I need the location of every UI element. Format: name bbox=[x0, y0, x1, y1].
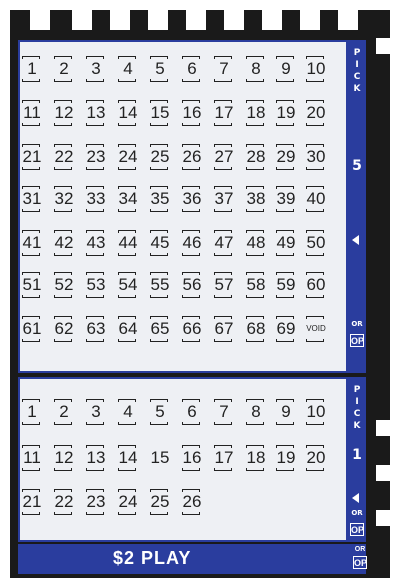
pick1-number-4[interactable]: 4 bbox=[115, 399, 141, 425]
pick5-count: 5 bbox=[352, 158, 362, 174]
pick5-number-60[interactable]: 60 bbox=[303, 272, 329, 298]
pick5-number-21[interactable]: 21 bbox=[19, 144, 45, 170]
timing-mark bbox=[262, 10, 282, 30]
pick5-pick-letter: C bbox=[353, 72, 361, 82]
pick5-number-61[interactable]: 61 bbox=[19, 316, 45, 342]
pick5-number-67[interactable]: 67 bbox=[211, 316, 237, 342]
pick5-number-64[interactable]: 64 bbox=[115, 316, 141, 342]
pick1-number-14[interactable]: 14 bbox=[115, 445, 141, 471]
pick5-number-14[interactable]: 14 bbox=[115, 100, 141, 126]
pick1-number-18[interactable]: 18 bbox=[243, 445, 269, 471]
pick5-or-label: OR bbox=[351, 320, 363, 328]
pick5-number-68[interactable]: 68 bbox=[243, 316, 269, 342]
pick5-number-7[interactable]: 7 bbox=[211, 56, 237, 82]
pick5-number-2[interactable]: 2 bbox=[51, 56, 77, 82]
pick5-number-5[interactable]: 5 bbox=[147, 56, 173, 82]
pick5-number-11[interactable]: 11 bbox=[19, 100, 45, 126]
pick1-pick-letter: C bbox=[353, 409, 361, 419]
pick1-pick-letter: K bbox=[353, 421, 361, 431]
timing-mark bbox=[148, 10, 168, 30]
pick5-number-18[interactable]: 18 bbox=[243, 100, 269, 126]
timing-mark bbox=[110, 10, 130, 30]
pick1-number-19[interactable]: 19 bbox=[273, 445, 299, 471]
left-triangle-icon bbox=[352, 235, 359, 245]
pick5-number-51[interactable]: 51 bbox=[19, 272, 45, 298]
timing-mark bbox=[376, 38, 390, 54]
pick1-number-13[interactable]: 13 bbox=[83, 445, 109, 471]
timing-mark bbox=[376, 465, 390, 481]
pick1-number-16[interactable]: 16 bbox=[179, 445, 205, 471]
pick1-number-3[interactable]: 3 bbox=[83, 399, 109, 425]
pick1-number-6[interactable]: 6 bbox=[179, 399, 205, 425]
pick5-pick-letter: I bbox=[355, 60, 359, 70]
pick5-number-28[interactable]: 28 bbox=[243, 144, 269, 170]
pick5-number-35[interactable]: 35 bbox=[147, 186, 173, 212]
pick5-number-41[interactable]: 41 bbox=[19, 230, 45, 256]
pick5-number-24[interactable]: 24 bbox=[115, 144, 141, 170]
pick1-number-9[interactable]: 9 bbox=[273, 399, 299, 425]
play-slip bbox=[10, 10, 390, 578]
pick5-number-40[interactable]: 40 bbox=[303, 186, 329, 212]
pick5-number-62[interactable]: 62 bbox=[51, 316, 77, 342]
pick5-number-26[interactable]: 26 bbox=[179, 144, 205, 170]
left-triangle-icon bbox=[352, 493, 359, 503]
pick1-pick-letter: I bbox=[355, 397, 359, 407]
pick1-number-5[interactable]: 5 bbox=[147, 399, 173, 425]
pick1-number-21[interactable]: 21 bbox=[19, 489, 45, 515]
pick5-sidebar bbox=[348, 40, 366, 373]
pick5-number-53[interactable]: 53 bbox=[83, 272, 109, 298]
pick5-number-30[interactable]: 30 bbox=[303, 144, 329, 170]
pick5-number-59[interactable]: 59 bbox=[273, 272, 299, 298]
pick5-number-32[interactable]: 32 bbox=[51, 186, 77, 212]
pick5-number-37[interactable]: 37 bbox=[211, 186, 237, 212]
pick1-number-23[interactable]: 23 bbox=[83, 489, 109, 515]
pick5-number-39[interactable]: 39 bbox=[273, 186, 299, 212]
pick5-number-56[interactable]: 56 bbox=[179, 272, 205, 298]
pick5-number-52[interactable]: 52 bbox=[51, 272, 77, 298]
pick1-number-25[interactable]: 25 bbox=[147, 489, 173, 515]
pick5-number-27[interactable]: 27 bbox=[211, 144, 237, 170]
pick5-number-33[interactable]: 33 bbox=[83, 186, 109, 212]
pick5-number-58[interactable]: 58 bbox=[243, 272, 269, 298]
pick5-number-10[interactable]: 10 bbox=[303, 56, 329, 82]
pick5-number-45[interactable]: 45 bbox=[147, 230, 173, 256]
pick1-or-label: OR bbox=[351, 509, 363, 517]
pick5-number-48[interactable]: 48 bbox=[243, 230, 269, 256]
pick1-number-17[interactable]: 17 bbox=[211, 445, 237, 471]
pick1-number-8[interactable]: 8 bbox=[243, 399, 269, 425]
pick5-number-29[interactable]: 29 bbox=[273, 144, 299, 170]
pick1-number-10[interactable]: 10 bbox=[303, 399, 329, 425]
pick5-number-25[interactable]: 25 bbox=[147, 144, 173, 170]
timing-mark bbox=[224, 10, 244, 30]
pick1-number-1[interactable]: 1 bbox=[19, 399, 45, 425]
pick5-number-34[interactable]: 34 bbox=[115, 186, 141, 212]
pick1-number-15[interactable]: 15 bbox=[150, 448, 170, 467]
pick5-number-19[interactable]: 19 bbox=[273, 100, 299, 126]
pick5-panel bbox=[18, 40, 348, 373]
pick5-number-63[interactable]: 63 bbox=[83, 316, 109, 342]
pick5-number-9[interactable]: 9 bbox=[273, 56, 299, 82]
play-amount-label: $2 PLAY bbox=[113, 548, 192, 568]
pick1-number-26[interactable]: 26 bbox=[179, 489, 205, 515]
pick5-op-checkbox[interactable]: OP bbox=[351, 336, 365, 346]
pick5-number-69[interactable]: 69 bbox=[273, 316, 299, 342]
timing-mark bbox=[376, 510, 390, 526]
pick1-op-checkbox[interactable]: OP bbox=[351, 525, 365, 535]
pick1-pick-letter: P bbox=[353, 385, 361, 395]
pick5-number-4[interactable]: 4 bbox=[115, 56, 141, 82]
pick5-number-13[interactable]: 13 bbox=[83, 100, 109, 126]
pick5-number-66[interactable]: 66 bbox=[179, 316, 205, 342]
pick5-number-6[interactable]: 6 bbox=[179, 56, 205, 82]
timing-mark bbox=[376, 420, 390, 436]
pick1-number-20[interactable]: 20 bbox=[303, 445, 329, 471]
timing-mark bbox=[72, 10, 92, 30]
pick1-number-11[interactable]: 11 bbox=[19, 445, 45, 471]
pick5-pick-letter: P bbox=[353, 48, 361, 58]
pick5-number-3[interactable]: 3 bbox=[83, 56, 109, 82]
pick5-number-55[interactable]: 55 bbox=[147, 272, 173, 298]
pick5-number-50[interactable]: 50 bbox=[303, 230, 329, 256]
pick5-number-36[interactable]: 36 bbox=[179, 186, 205, 212]
pick1-number-2[interactable]: 2 bbox=[51, 399, 77, 425]
pick5-number-20[interactable]: 20 bbox=[303, 100, 329, 126]
pick5-number-65[interactable]: 65 bbox=[147, 316, 173, 342]
footer-op-checkbox[interactable]: OP bbox=[354, 558, 368, 568]
timing-mark bbox=[300, 10, 320, 30]
pick1-count: 1 bbox=[352, 447, 362, 463]
pick5-number-31[interactable]: 31 bbox=[19, 186, 45, 212]
pick1-sidebar bbox=[348, 377, 366, 542]
pick5-number-57[interactable]: 57 bbox=[211, 272, 237, 298]
pick5-number-49[interactable]: 49 bbox=[273, 230, 299, 256]
timing-mark bbox=[338, 10, 358, 30]
pick5-number-8[interactable]: 8 bbox=[243, 56, 269, 82]
pick5-number-54[interactable]: 54 bbox=[115, 272, 141, 298]
timing-mark bbox=[186, 10, 206, 30]
void-box[interactable]: VOID bbox=[303, 316, 329, 342]
pick5-number-22[interactable]: 22 bbox=[51, 144, 77, 170]
pick1-number-22[interactable]: 22 bbox=[51, 489, 77, 515]
pick5-pick-letter: K bbox=[353, 84, 361, 94]
pick5-number-43[interactable]: 43 bbox=[83, 230, 109, 256]
pick1-number-24[interactable]: 24 bbox=[115, 489, 141, 515]
pick5-number-12[interactable]: 12 bbox=[51, 100, 77, 126]
pick5-number-47[interactable]: 47 bbox=[211, 230, 237, 256]
pick5-number-46[interactable]: 46 bbox=[179, 230, 205, 256]
pick5-number-17[interactable]: 17 bbox=[211, 100, 237, 126]
pick5-number-42[interactable]: 42 bbox=[51, 230, 77, 256]
pick5-number-16[interactable]: 16 bbox=[179, 100, 205, 126]
footer-or-label: OR bbox=[354, 546, 366, 553]
timing-mark bbox=[30, 10, 50, 30]
pick5-number-15[interactable]: 15 bbox=[147, 100, 173, 126]
pick1-panel bbox=[18, 377, 348, 542]
pick1-number-12[interactable]: 12 bbox=[51, 445, 77, 471]
pick1-number-7[interactable]: 7 bbox=[211, 399, 237, 425]
pick5-number-23[interactable]: 23 bbox=[83, 144, 109, 170]
play-footer bbox=[18, 544, 366, 574]
pick5-number-38[interactable]: 38 bbox=[243, 186, 269, 212]
pick5-number-44[interactable]: 44 bbox=[115, 230, 141, 256]
pick5-number-1[interactable]: 1 bbox=[19, 56, 45, 82]
